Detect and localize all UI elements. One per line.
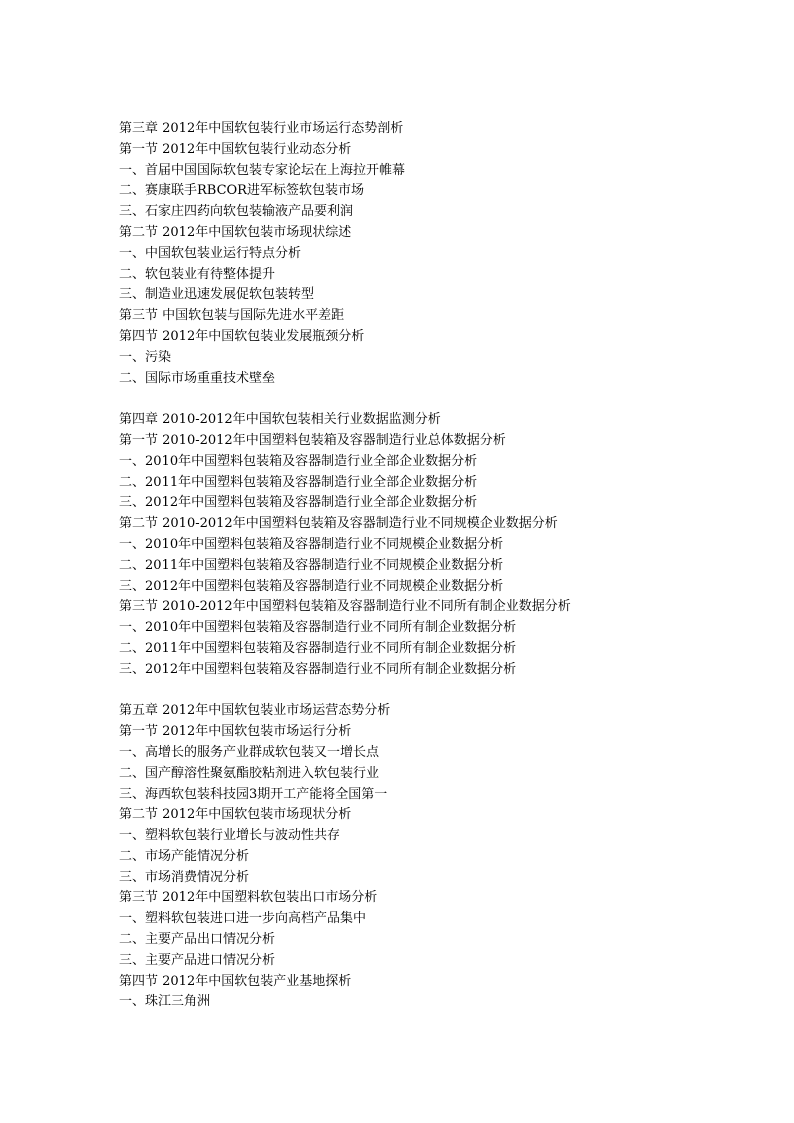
section-heading: 第四节 2012年中国软包装业发展瓶颈分析 <box>119 328 365 344</box>
section-heading: 第三节 2010-2012年中国塑料包装箱及容器制造行业不同所有制企业数据分析 <box>119 599 571 615</box>
list-item: 二、国产醇溶性聚氨酯胶粘剂进入软包装行业 <box>119 765 380 781</box>
chapter-heading: 第四章 2010-2012年中国软包装相关行业数据监测分析 <box>119 412 441 428</box>
list-item: 一、中国软包装业运行特点分析 <box>119 245 302 261</box>
section-heading: 第一节 2012年中国软包装行业动态分析 <box>119 141 352 157</box>
section-heading: 第四节 2012年中国软包装产业基地探析 <box>119 973 352 989</box>
list-item: 三、海西软包装科技园3期开工产能将全国第一 <box>119 786 388 802</box>
list-item: 三、市场消费情况分析 <box>119 869 250 885</box>
list-item: 一、2010年中国塑料包装箱及容器制造行业全部企业数据分析 <box>119 453 478 469</box>
list-item: 三、2012年中国塑料包装箱及容器制造行业不同所有制企业数据分析 <box>119 661 517 677</box>
list-item: 二、主要产品出口情况分析 <box>119 932 276 948</box>
table-of-contents <box>119 119 759 1013</box>
list-item: 一、首届中国国际软包装专家论坛在上海拉开帷幕 <box>119 162 406 178</box>
list-item: 二、市场产能情况分析 <box>119 848 250 864</box>
list-item: 一、塑料软包装行业增长与波动性共存 <box>119 828 341 844</box>
list-item: 二、2011年中国塑料包装箱及容器制造行业不同规模企业数据分析 <box>119 557 504 573</box>
section-heading: 第一节 2010-2012年中国塑料包装箱及容器制造行业总体数据分析 <box>119 432 506 448</box>
chapter-heading: 第三章 2012年中国软包装行业市场运行态势剖析 <box>119 121 404 136</box>
list-item: 一、污染 <box>119 349 172 365</box>
list-item: 三、2012年中国塑料包装箱及容器制造行业全部企业数据分析 <box>119 495 478 511</box>
list-item: 二、国际市场重重技术壁垒 <box>119 370 276 386</box>
list-item: 一、珠江三角洲 <box>119 994 211 1010</box>
list-item: 三、制造业迅速发展促软包装转型 <box>119 287 315 303</box>
list-item: 三、2012年中国塑料包装箱及容器制造行业不同规模企业数据分析 <box>119 578 504 594</box>
list-item: 三、石家庄四药向软包装输液产品要利润 <box>119 204 354 220</box>
list-item: 一、2010年中国塑料包装箱及容器制造行业不同所有制企业数据分析 <box>119 620 517 636</box>
list-item: 一、塑料软包装进口进一步向高档产品集中 <box>119 911 367 927</box>
section-heading: 第一节 2012年中国软包装市场运行分析 <box>119 724 352 740</box>
list-item: 二、2011年中国塑料包装箱及容器制造行业全部企业数据分析 <box>119 474 478 490</box>
list-item: 二、赛康联手RBCOR进军标签软包装市场 <box>119 183 364 199</box>
chapter-3-section <box>119 119 759 389</box>
list-item: 三、主要产品进口情况分析 <box>119 952 276 968</box>
section-heading: 第二节 2012年中国软包装市场现状分析 <box>119 807 352 823</box>
chapter-heading: 第五章 2012年中国软包装业市场运营态势分析 <box>119 703 391 719</box>
list-item: 一、高增长的服务产业群成软包装又一增长点 <box>119 744 380 760</box>
section-heading: 第二节 2012年中国软包装市场现状综述 <box>119 224 352 240</box>
chapter-4-section <box>119 410 759 680</box>
section-heading: 第三节 2012年中国塑料软包装出口市场分析 <box>119 890 378 906</box>
list-item: 二、2011年中国塑料包装箱及容器制造行业不同所有制企业数据分析 <box>119 640 517 656</box>
list-item: 二、软包装业有待整体提升 <box>119 266 276 282</box>
section-heading: 第三节 中国软包装与国际先进水平差距 <box>119 308 345 324</box>
section-heading: 第二节 2010-2012年中国塑料包装箱及容器制造行业不同规模企业数据分析 <box>119 516 558 532</box>
list-item: 一、2010年中国塑料包装箱及容器制造行业不同规模企业数据分析 <box>119 536 504 552</box>
chapter-5-section <box>119 701 759 1013</box>
